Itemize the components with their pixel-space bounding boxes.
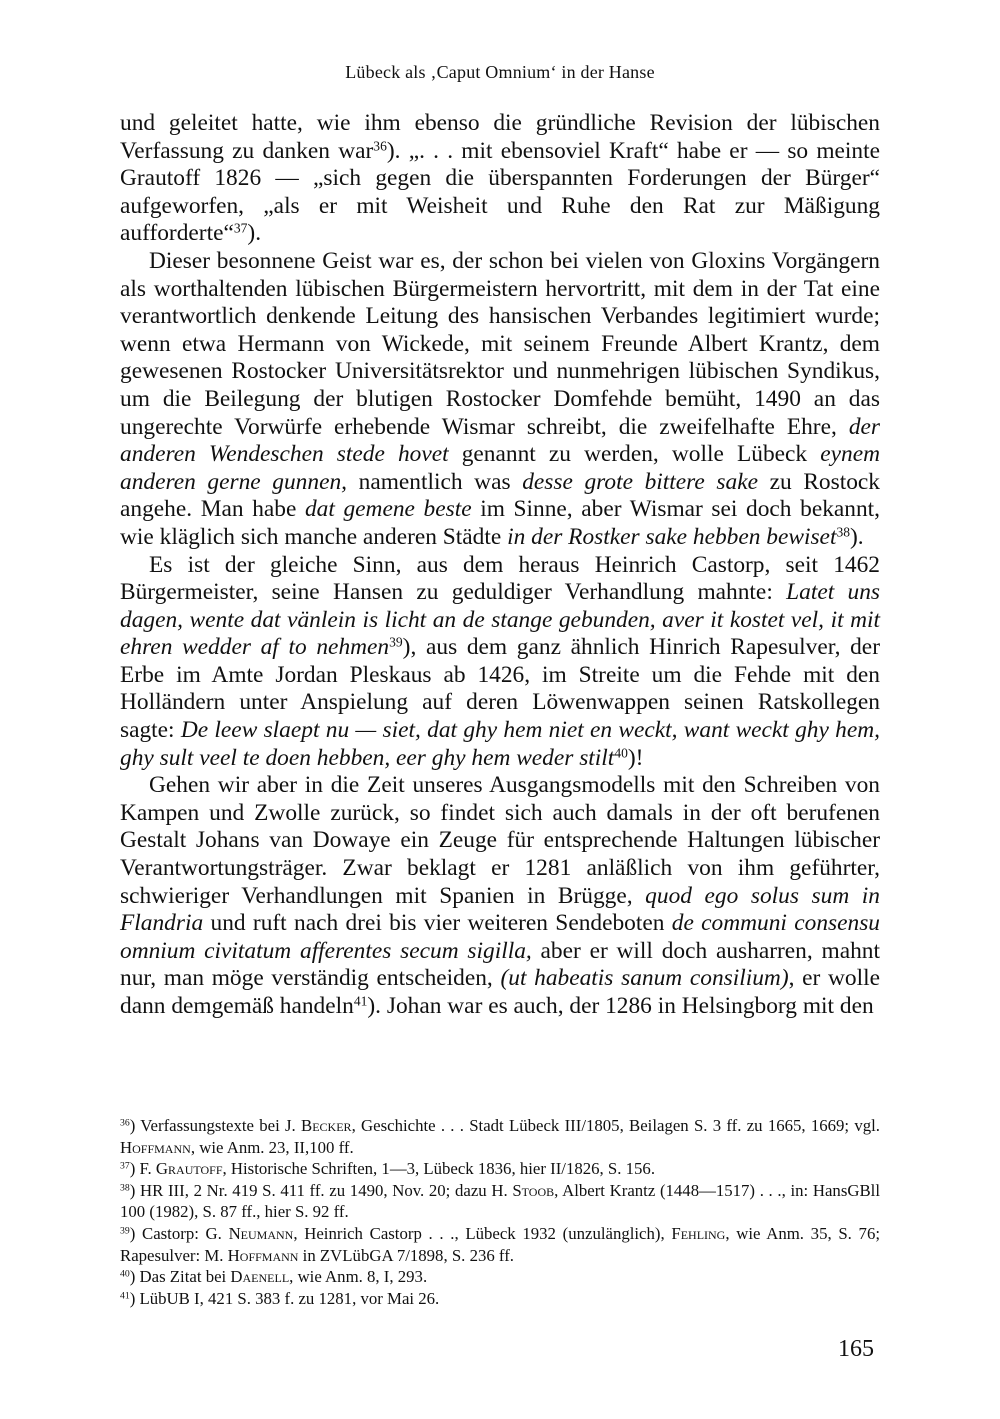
text-run: in ZVLübGA 7/1898, S. 236 ff. <box>298 1245 515 1265</box>
text-run: Dieser besonnene Geist war es, der schon bei vielen von Gloxins Vorgängern als worthaltenden lübischen Bürgermeistern hervortritt, mit dem in der Tat eine verantwortlich denkende Leitung des hansischen Verbandes legitimiert wurde; wenn etwa Hermann von Wickede, mit seinem Freunde Albert Krantz, dem gewesenen Rostocker Universitätsrektor und nunmehrigen lübischen Syndikus, um die Beilegung der blutigen Rostocker Domfehde bemüht, 1490 an das ungerechte Vorwürfe erhebende Wismar schreibt, die zweifelhafte Ehre, <box>120 247 880 440</box>
author-name: Becker <box>301 1116 352 1135</box>
text-run: aber er will doch ausharren, mahnt nur, man möge verständig entscheiden, <box>120 937 880 992</box>
footnote <box>120 1115 880 1158</box>
text-run: , wie Anm. 35, S. 76; Rapesulver: M. <box>120 1223 880 1265</box>
footnote <box>120 1266 880 1288</box>
footnote-marker: 37 <box>233 220 248 236</box>
text-run: , Historische Schriften, 1—3, Lübeck 1836, hier II/1826, S. 156. <box>222 1159 656 1179</box>
footnote-marker: 39 <box>120 1225 130 1237</box>
paragraph <box>120 110 880 248</box>
text-run: ) HR III, 2 Nr. 419 S. 411 ff. zu 1490, Nov. 20; dazu H. <box>129 1180 513 1200</box>
footnote-marker: 40 <box>614 745 628 761</box>
text-run: und ruft nach drei bis vier weiteren Sendeboten <box>203 910 672 937</box>
text-run: im Sinne, aber Wismar sei doch bekannt, wie kläglich sich manche anderen Städte <box>120 496 881 550</box>
author-name: Daenell <box>230 1267 290 1287</box>
footnote-marker: 38 <box>836 524 851 540</box>
text-run: Gehen wir aber in die Zeit unseres Ausgangsmodells mit den Schreiben von Kampen und Zwolle zurück, so findet sich auch damals in der oft berufenen Gestalt Johans van Dowaye ein Zeuge für entsprechende Haltungen lübischer Verantwortungsträger. Zwar beklagt er 1281 anläßlich von ihm geführter, schwieriger Verhandlungen mit Spanien in Brügge, <box>120 772 880 909</box>
italic-text: eynem anderen gerne gunnen, <box>120 441 880 495</box>
text-run: , Geschichte . . . Stadt Lübeck III/1805, Beilagen S. 3 ff. zu 1665, 1669; vgl. <box>351 1116 880 1135</box>
footnote <box>120 1158 880 1180</box>
paragraph <box>120 552 880 773</box>
text-run: ) F. <box>129 1159 156 1179</box>
paragraph <box>120 772 880 1020</box>
text-run: ) Castorp: G. <box>129 1223 229 1243</box>
text-run: zu Rostock angehe. Man habe <box>120 468 880 523</box>
author-name: Hoffmann <box>227 1245 299 1265</box>
footnote-marker: 37 <box>120 1160 130 1172</box>
author-name: Hoffmann <box>120 1137 191 1157</box>
footnote-marker: 41 <box>120 1290 130 1302</box>
footnote-marker: 40 <box>120 1268 130 1280</box>
italic-text: quod ego solus sum in Flandria <box>120 882 880 937</box>
text-run: , Albert Krantz (1448—1517) . . ., in: HansGBll 100 (1982), S. 87 ff., hier S. 92 ff. <box>120 1180 880 1222</box>
footnote-marker: 39 <box>389 634 403 650</box>
author-name: Stoob <box>512 1180 555 1200</box>
italic-text: De leew slaept nu — siet, dat ghy hem niet en weckt, want weckt ghy hem, ghy sult veel te doen hebben, eer ghy hem weder stilt <box>120 717 880 771</box>
text-run: ) LübUB I, 421 S. 383 f. zu 1281, vor Mai 26. <box>129 1288 440 1308</box>
italic-text: de communi consensu omnium civitatum afferentes secum sigilla, <box>120 910 880 964</box>
running-head: Lübeck als ‚Caput Omnium‘ in der Hanse <box>345 62 655 82</box>
text-run: , wie Anm. 8, I, 293. <box>289 1267 428 1287</box>
paragraph <box>120 248 880 552</box>
text-run: Es ist der gleiche Sinn, aus dem heraus Heinrich Castorp, seit 1462 Bürgermeister, seine Hansen zu geduldiger Verhandlung mahnte: <box>120 551 880 606</box>
text-run: ) Verfassungstexte bei J. <box>129 1116 302 1135</box>
page-number: 165 <box>838 1336 874 1362</box>
footnote-marker: 36 <box>373 138 387 154</box>
text-run: ). Johan war es auch, der 1286 in Helsingborg mit den <box>367 993 874 1019</box>
author-name: Fehling <box>671 1223 726 1243</box>
text-run: , Heinrich Castorp . . ., Lübeck 1932 (unzulänglich), <box>293 1223 672 1243</box>
footnote-marker: 41 <box>353 993 368 1009</box>
text-run: ), aus dem ganz ähnlich Hinrich Rapesulver, der Erbe im Amte Jordan Pleskaus ab 1426, im Streite um die Fehde mit den Holländern unter Anspielung auf deren Löwenwappen seinen Ratskollegen sagte: <box>120 634 880 744</box>
italic-text: (ut habeatis sanum consilium) <box>500 965 789 992</box>
text-run: genannt zu werden, wolle Lübeck <box>448 441 821 468</box>
italic-text: Latet uns dagen, wente dat vänlein is licht an de stange gebunden, aver it kostet vel, it mit ehren wedder af to nehmen <box>120 579 880 661</box>
text-run: ) Das Zitat bei <box>129 1267 231 1287</box>
text-run: , er wolle dann demgemäß handeln <box>120 965 880 1019</box>
text-run: , wie Anm. 23, II,100 ff. <box>190 1137 354 1157</box>
italic-text: dat gemene beste <box>304 496 472 523</box>
footnote <box>120 1180 880 1223</box>
italic-text: der anderen Wendeschen stede hovet <box>120 413 880 468</box>
text-run: namentlich was <box>347 468 523 495</box>
author-name: Neumann <box>228 1223 294 1243</box>
text-run: ). <box>247 220 262 247</box>
footnote <box>120 1288 880 1310</box>
body-text <box>120 110 880 1021</box>
footnotes <box>120 1115 880 1309</box>
text-run: ). <box>850 523 864 550</box>
footnote-marker: 36 <box>120 1117 130 1129</box>
text-run: ). „. . . mit ebensoviel Kraft“ habe er — so meinte Grautoff 1826 — „sich gegen die überspannten Forderungen der Bürger“ aufgeworfen, „als er mit Weisheit und Ruhe den Rat zur Mäßigung aufforderte“ <box>120 137 880 247</box>
footnote <box>120 1223 880 1266</box>
text-run: )! <box>627 744 644 771</box>
footnote-marker: 38 <box>120 1182 130 1194</box>
italic-text: in der Rostker sake hebben bewiset <box>507 523 837 550</box>
author-name: Grautoff <box>155 1159 223 1179</box>
text-run: und geleitet hatte, wie ihm ebenso die gründliche Revision der lübischen Verfassung zu danken war <box>120 110 880 164</box>
italic-text: desse grote bittere sake <box>522 468 758 495</box>
